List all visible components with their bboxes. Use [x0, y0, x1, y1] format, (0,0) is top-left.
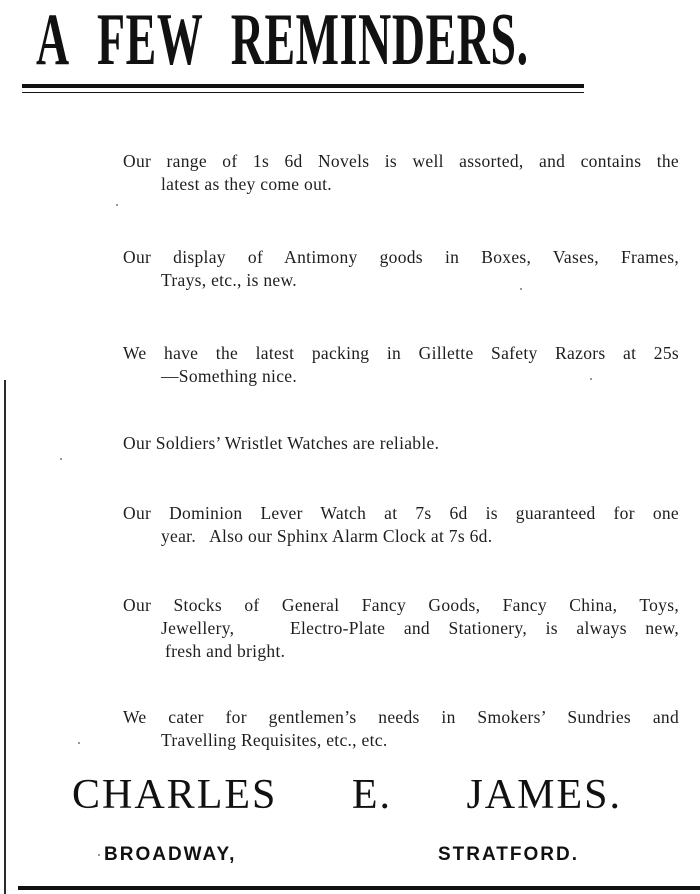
reminder-paragraph [123, 432, 679, 455]
paragraph-line: —Something nice. [161, 366, 298, 386]
paragraph-line: latest as they come out. [161, 174, 332, 194]
reminder-paragraph [123, 502, 679, 548]
address-town: STRATFORD. [438, 844, 580, 865]
paragraph-line: Our Soldiers’ Wristlet Watches are reliable. [123, 433, 440, 453]
headline-rule-thin [22, 92, 584, 93]
headline-word: A [36, 0, 70, 81]
print-speck [98, 854, 100, 856]
reminder-paragraph [123, 342, 679, 388]
paragraph-line: Our range of 1s 6d Novels is well assorted, and contains the [123, 151, 679, 171]
headline [36, 0, 529, 81]
left-border-rule [4, 380, 6, 894]
merchant-name-part: CHARLES [72, 772, 278, 818]
headline-word: REMINDERS. [230, 0, 529, 81]
paragraph-line: Travelling Requisites, etc., etc. [161, 730, 388, 750]
paragraph-line: We cater for gentlemen’s needs in Smokers’ Sundries and [123, 707, 679, 727]
merchant-name [72, 770, 622, 820]
merchant-name-part: E. [351, 772, 392, 818]
headline-word: FEW [97, 0, 204, 81]
print-speck [520, 288, 522, 290]
print-speck [78, 742, 80, 744]
print-speck [60, 458, 62, 460]
paragraph-line: year. Also our Sphinx Alarm Clock at 7s 6d. [161, 526, 493, 546]
paragraph-line: Our Dominion Lever Watch at 7s 6d is guaranteed for one [123, 503, 679, 523]
reminder-paragraph [123, 706, 679, 752]
reminder-paragraph [123, 150, 679, 196]
paragraph-line: Trays, etc., is new. [161, 270, 297, 290]
paragraph-line: Jewellery, Electro-Plate and Stationery, is always new, [161, 618, 679, 638]
reminder-paragraph [123, 594, 679, 663]
address-street: BROADWAY, [104, 844, 237, 865]
print-speck [116, 204, 118, 206]
paragraph-line: Our Stocks of General Fancy Goods, Fancy China, Toys, [123, 595, 679, 615]
bottom-rule [18, 886, 700, 890]
reminder-paragraph [123, 246, 679, 292]
paragraph-line: Our display of Antimony goods in Boxes, Vases, Frames, [123, 247, 679, 267]
print-speck [590, 378, 592, 380]
paragraph-line: We have the latest packing in Gillette Safety Razors at 25s [123, 343, 679, 363]
headline-rule [22, 84, 584, 88]
paragraph-line: fresh and bright. [165, 641, 286, 661]
merchant-name-part: JAMES. [466, 772, 622, 818]
